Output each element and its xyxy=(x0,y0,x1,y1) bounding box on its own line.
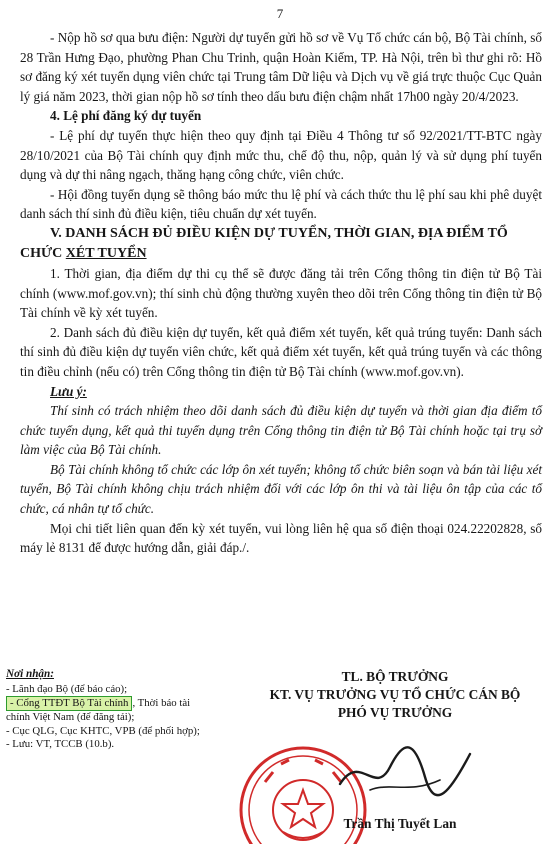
recipient-item: - Cục QLG, Cục KHTC, VPB (để phối hợp); xyxy=(6,724,200,737)
paragraph-postal-submission: - Nộp hồ sơ qua bưu điện: Người dự tuyển gửi hồ sơ về Vụ Tổ chức cán bộ, Bộ Tài chính, số 28 Trần Hưng Đạo, phường Phan Chu Trinh, quận Hoàn Kiếm, TP. Hà Nội, trên bì thư ghi rõ: Hồ sơ đăng ký xét tuyển dụng viên chức tại Trung tâm Dữ liệu và Dịch vụ về giá trực thuộc Cục Quản lý giá năm 2023, thời gian nộp hồ sơ tính theo dấu bưu điện chậm nhất 17h00 ngày 20/4/2023. xyxy=(20,30,542,104)
paragraph-contact: Mọi chi tiết liên quan đến kỳ xét tuyển, vui lòng liên hệ qua số điện thoại 024.22202828, số máy lẻ 8131 để được hướng dẫn, giải đáp./. xyxy=(20,520,542,556)
note-paragraph-2: Bộ Tài chính không tổ chức các lớp ôn xét tuyển; không tổ chức biên soạn và bán tài liệu xét tuyển, Bộ Tài chính không chịu trách nhiệm đối với các lớp ôn thi và tài liệu ôn tập của các tổ chức, cá nhân tự tổ chức. xyxy=(20,461,542,517)
section-heading-fee: 4. Lệ phí đăng ký dự tuyển xyxy=(50,108,202,124)
paragraph-exam-schedule: 1. Thời gian, địa điểm dự thi cụ thể sẽ được đăng tải trên Cổng thông tin điện tử Bộ Tài chính (www.mof.gov.vn); thí sinh chủ động thường xuyên theo dõi trên Cổng thông tin điện tử Bộ Tài chính về kỳ xét tuyển. xyxy=(20,265,542,321)
handwritten-signature-icon xyxy=(330,732,480,807)
paragraph-fee-notice: - Hội đồng tuyển dụng sẽ thông báo mức thu lệ phí và cách thức thu lệ phí sau khi phê duyệt danh sách thí sinh đủ điều kiện, tiêu chuẩn dự xét tuyển. xyxy=(20,186,542,222)
signature-line-3: PHÓ VỤ TRƯỞNG xyxy=(337,705,453,720)
section-heading-v xyxy=(20,224,542,264)
section-heading-v-part2: XÉT TUYỂN xyxy=(65,245,147,261)
recipient-item: - Lưu: VT, TCCB (10.b). xyxy=(6,737,115,750)
document-footer xyxy=(0,650,560,845)
recipients-block xyxy=(6,668,216,751)
signature-heading xyxy=(240,668,550,722)
note-paragraph-1: Thí sinh có trách nhiệm theo dõi danh sách đủ điều kiện dự tuyển và thời gian địa điểm tổ chức tuyển dụng, kết quả thi tuyển dụng trên Cổng thông tin điện tử Bộ Tài chính hoặc tại trụ sở làm việc của Bộ Tài chính. xyxy=(20,403,542,458)
section-heading-v-part1: V. DANH SÁCH ĐỦ ĐIỀU KIỆN DỰ TUYỂN, THỜI GIAN, ĐỊA ĐIỂM TỔ CHỨC xyxy=(20,225,508,261)
highlighted-text: - Cổng TTĐT Bộ Tài chính xyxy=(6,696,132,711)
paragraph-result-list: 2. Danh sách đủ điều kiện dự tuyển, kết quả điểm xét tuyển, kết quả trúng tuyển: Danh sách thí sinh đủ điều kiện dự tuyển viên chức, kết quả điểm xét tuyển, kết quả trúng tuyển và các thông tin điều chỉnh (nếu có) trên Cổng thông tin điện tử Bộ Tài chính (www.mof.gov.vn). xyxy=(20,324,542,379)
recipients-title: Nơi nhận: xyxy=(6,668,54,680)
signature-line-2: KT. VỤ TRƯỞNG VỤ TỔ CHỨC CÁN BỘ xyxy=(269,687,521,702)
signer-name: Trần Thị Tuyết Lan xyxy=(343,816,457,831)
signature-line-1: TL. BỘ TRƯỞNG xyxy=(341,669,449,684)
paragraph-fee-regulation: - Lệ phí dự tuyển thực hiện theo quy định tại Điều 4 Thông tư số 92/2021/TT-BTC ngày 28/10/2021 của Bộ Tài chính quy định mức thu, chế độ thu, nộp, quản lý và sử dụng phí tuyển dụng và dự thi nâng ngạch, thăng hạng công chức, viên chức. xyxy=(20,127,542,183)
recipient-item: - Lãnh đạo Bộ (để báo cáo); xyxy=(6,683,128,696)
recipient-item-highlighted xyxy=(6,696,216,724)
page-number: 7 xyxy=(276,6,284,21)
note-title: Lưu ý: xyxy=(50,383,87,399)
document-body xyxy=(20,28,542,558)
recipient-item-rest: , Thời báo tài chính Việt Nam (để đăng tải); xyxy=(6,697,191,724)
